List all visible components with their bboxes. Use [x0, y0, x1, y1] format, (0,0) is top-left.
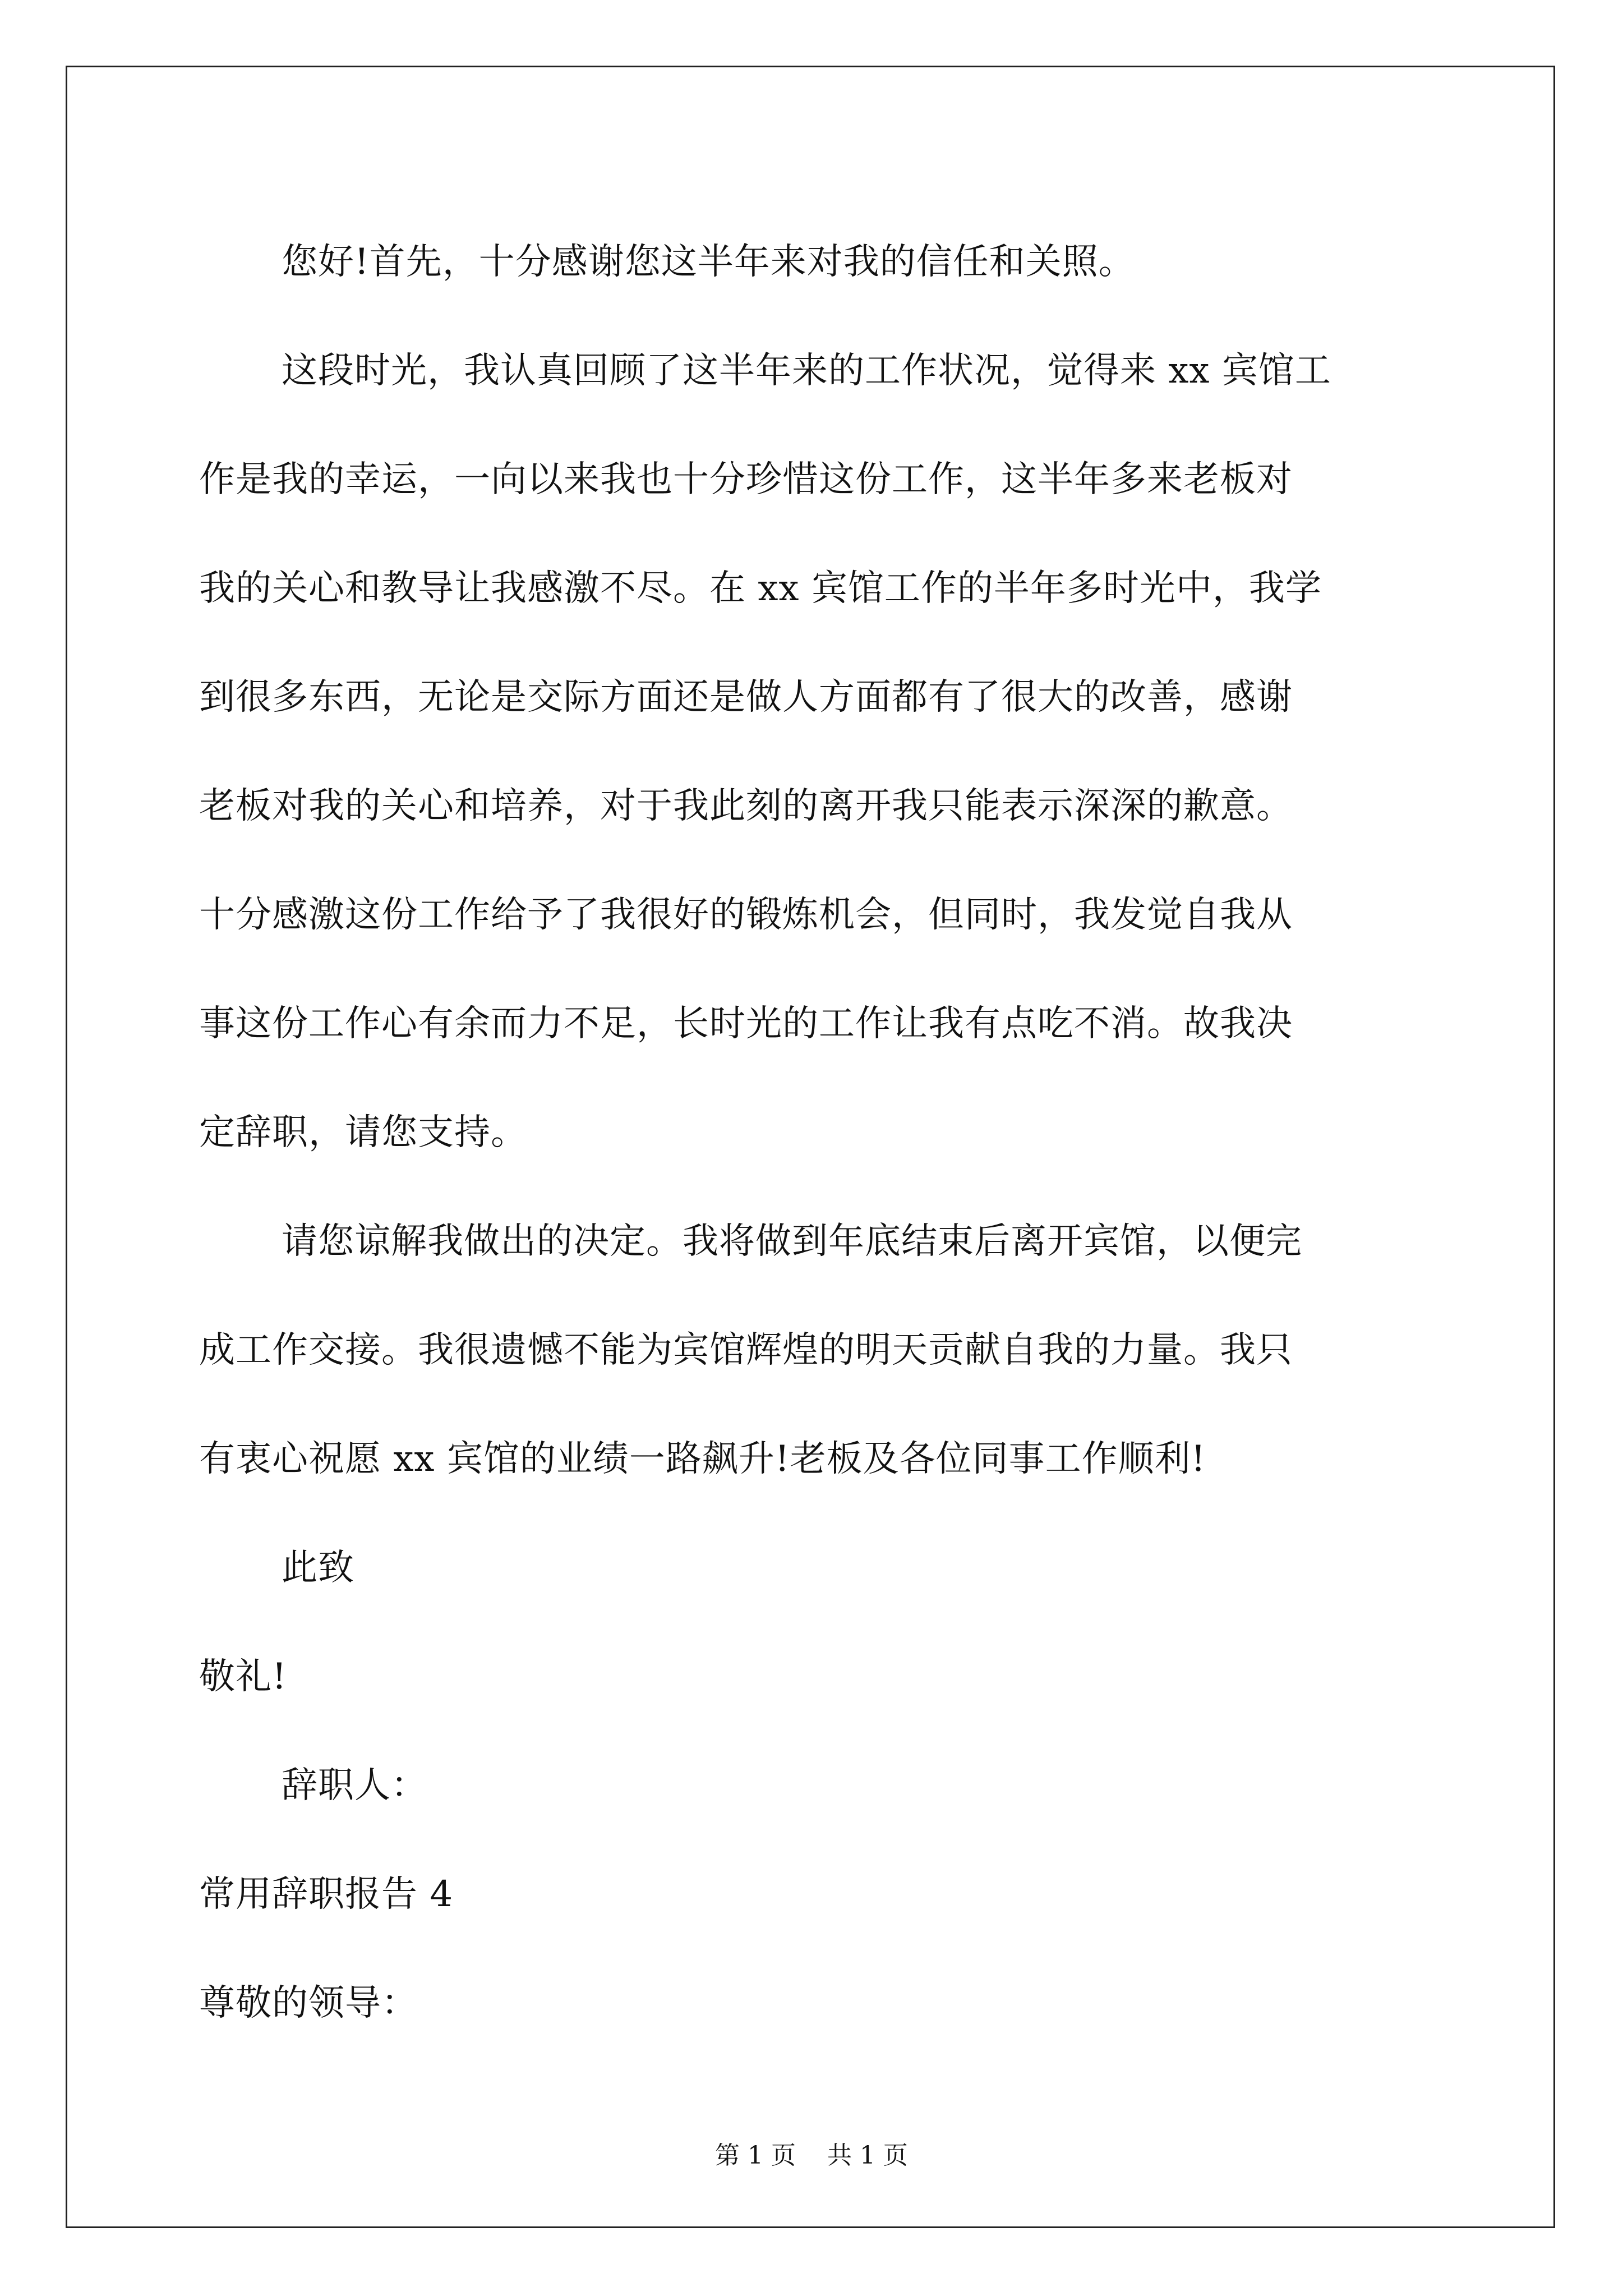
paragraph-line-greeting: 您好!首先，十分感谢您这半年来对我的信任和关照。: [282, 241, 1135, 283]
signature-line: 辞职人：: [282, 1765, 427, 1806]
paragraph-line: 我的关心和教导让我感激不尽。在 xx 宾馆工作的半年多时光中，我学: [199, 568, 1322, 609]
paragraph-line: 老板对我的关心和培养，对于我此刻的离开我只能表示深深的歉意。: [199, 785, 1293, 827]
paragraph-line: 成工作交接。我很遗憾不能为宾馆辉煌的明天贡献自我的力量。我只: [199, 1329, 1293, 1371]
section-title: 常用辞职报告 4: [199, 1874, 454, 1915]
paragraph-line: 有衷心祝愿 xx 宾馆的业绩一路飙升!老板及各位同事工作顺利!: [199, 1438, 1206, 1480]
page-footer: 第 1 页 共 1 页: [715, 2141, 908, 2170]
paragraph-line: 作是我的幸运，一向以来我也十分珍惜这份工作，这半年多来老板对: [199, 459, 1293, 500]
paragraph-line: 这段时光，我认真回顾了这半年来的工作状况，觉得来 xx 宾馆工: [282, 350, 1331, 392]
closing-line: 此致: [282, 1547, 354, 1589]
salutation-line: 敬礼!: [199, 1656, 287, 1697]
recipient-line: 尊敬的领导：: [199, 1982, 418, 2024]
paragraph-line: 到很多东西，无论是交际方面还是做人方面都有了很大的改善，感谢: [199, 677, 1293, 718]
paragraph-line: 十分感激这份工作给予了我很好的锻炼机会，但同时，我发觉自我从: [199, 894, 1293, 936]
paragraph-line: 定辞职，请您支持。: [199, 1112, 527, 1153]
paragraph-line: 请您谅解我做出的决定。我将做到年底结束后离开宾馆，以便完: [282, 1221, 1302, 1262]
paragraph-line: 事这份工作心有余而力不足，长时光的工作让我有点吃不消。故我决: [199, 1003, 1293, 1045]
